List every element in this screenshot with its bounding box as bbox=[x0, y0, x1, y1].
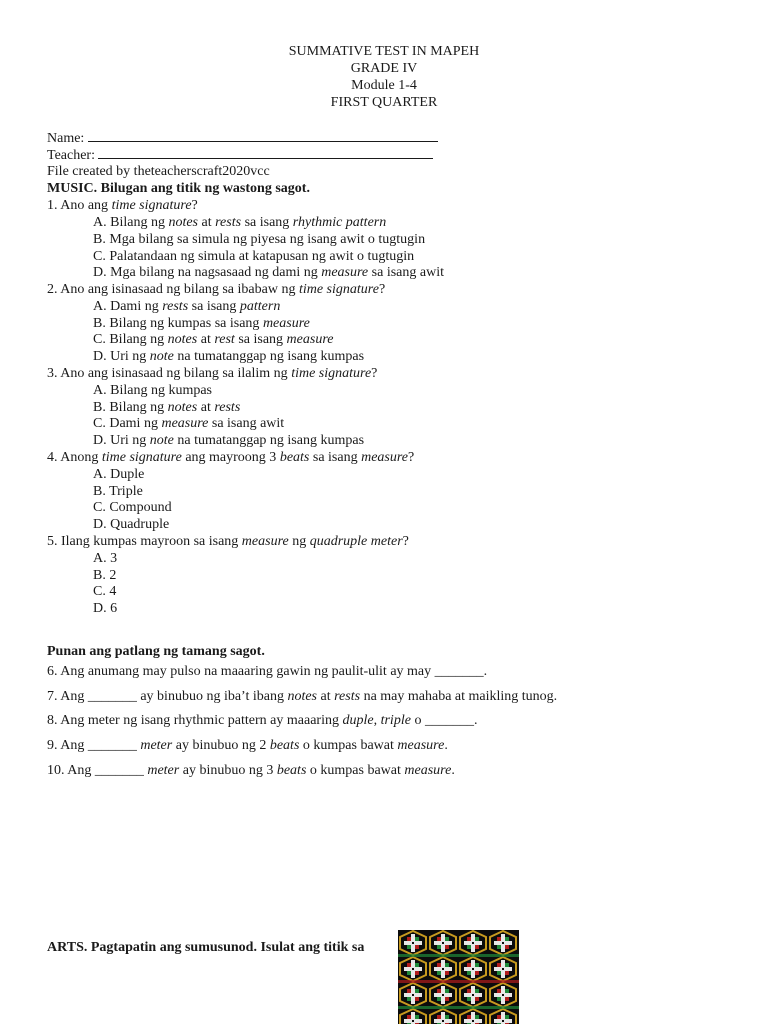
q2-option-a[interactable]: A. Dami ng rests sa isang pattern bbox=[93, 299, 281, 314]
q1-option-a[interactable]: A. Bilang ng notes at rests sa isang rhythmic pattern bbox=[93, 215, 387, 230]
question-5: 5. Ilang kumpas mayroon sa isang measure ng quadruple meter? bbox=[47, 534, 409, 549]
name-label: Name: bbox=[47, 131, 85, 146]
q4-option-b[interactable]: B. Triple bbox=[93, 484, 143, 499]
q5-option-b[interactable]: B. 2 bbox=[93, 568, 117, 583]
woven-textile-image bbox=[398, 930, 519, 1024]
q5-option-a[interactable]: A. 3 bbox=[93, 551, 118, 566]
file-credit: File created by theteacherscraft2020vcc bbox=[47, 164, 270, 179]
q1-option-b[interactable]: B. Mga bilang sa simula ng piyesa ng isang awit o tugtugin bbox=[93, 232, 426, 247]
question-4: 4. Anong time signature ang mayroong 3 beats sa isang measure? bbox=[47, 450, 415, 465]
teacher-line bbox=[47, 146, 433, 164]
grade-level: GRADE IV bbox=[350, 61, 418, 76]
music-instruction: MUSIC. Bilugan ang titik ng wastong sagot. bbox=[47, 181, 310, 196]
q2-option-d[interactable]: D. Uri ng note na tumatanggap ng isang kumpas bbox=[93, 349, 365, 364]
question-9[interactable]: 9. Ang _______ meter ay binubuo ng 2 beats o kumpas bawat measure. bbox=[47, 738, 448, 753]
q5-option-c[interactable]: C. 4 bbox=[93, 584, 117, 599]
teacher-label: Teacher: bbox=[47, 148, 95, 163]
q2-option-c[interactable]: C. Bilang ng notes at rest sa isang measure bbox=[93, 332, 334, 347]
name-line bbox=[47, 129, 438, 147]
fill-instruction: Punan ang patlang ng tamang sagot. bbox=[47, 644, 265, 659]
q2-option-b[interactable]: B. Bilang ng kumpas sa isang measure bbox=[93, 316, 310, 331]
question-8[interactable]: 8. Ang meter ng isang rhythmic pattern ay maaaring duple, triple o _______. bbox=[47, 713, 478, 728]
q4-option-a[interactable]: A. Duple bbox=[93, 467, 145, 482]
question-10[interactable]: 10. Ang _______ meter ay binubuo ng 3 beats o kumpas bawat measure. bbox=[47, 763, 455, 778]
module-range: Module 1-4 bbox=[351, 78, 417, 93]
quarter-label: FIRST QUARTER bbox=[330, 95, 438, 110]
q1-option-c[interactable]: C. Palatandaan ng simula at katapusan ng awit o tugtugin bbox=[93, 249, 415, 264]
q1-option-d[interactable]: D. Mga bilang na nagsasaad ng dami ng measure sa isang awit bbox=[93, 265, 444, 280]
textile-pattern-svg bbox=[398, 930, 519, 1024]
q3-option-c[interactable]: C. Dami ng measure sa isang awit bbox=[93, 416, 285, 431]
question-2: 2. Ano ang isinasaad ng bilang sa ibabaw ng time signature? bbox=[47, 282, 386, 297]
q4-option-d[interactable]: D. Quadruple bbox=[93, 517, 170, 532]
q3-option-d[interactable]: D. Uri ng note na tumatanggap ng isang kumpas bbox=[93, 433, 365, 448]
question-1: 1. Ano ang time signature? bbox=[47, 198, 198, 213]
teacher-blank[interactable] bbox=[98, 146, 433, 159]
name-blank[interactable] bbox=[88, 129, 438, 142]
q4-option-c[interactable]: C. Compound bbox=[93, 500, 172, 515]
question-6[interactable]: 6. Ang anumang may pulso na maaaring gawin ng paulit-ulit ay may _______. bbox=[47, 664, 488, 679]
q3-option-b[interactable]: B. Bilang ng notes at rests bbox=[93, 400, 241, 415]
question-3: 3. Ano ang isinasaad ng bilang sa ilalim ng time signature? bbox=[47, 366, 378, 381]
test-title: SUMMATIVE TEST IN MAPEH bbox=[288, 44, 480, 59]
q3-option-a[interactable]: A. Bilang ng kumpas bbox=[93, 383, 212, 398]
q5-option-d[interactable]: D. 6 bbox=[93, 601, 118, 616]
arts-instruction: ARTS. Pagtapatin ang sumusunod. Isulat ang titik sa bbox=[47, 940, 365, 955]
question-7[interactable]: 7. Ang _______ ay binubuo ng iba’t ibang notes at rests na may mahaba at maikling tunog. bbox=[47, 689, 558, 704]
